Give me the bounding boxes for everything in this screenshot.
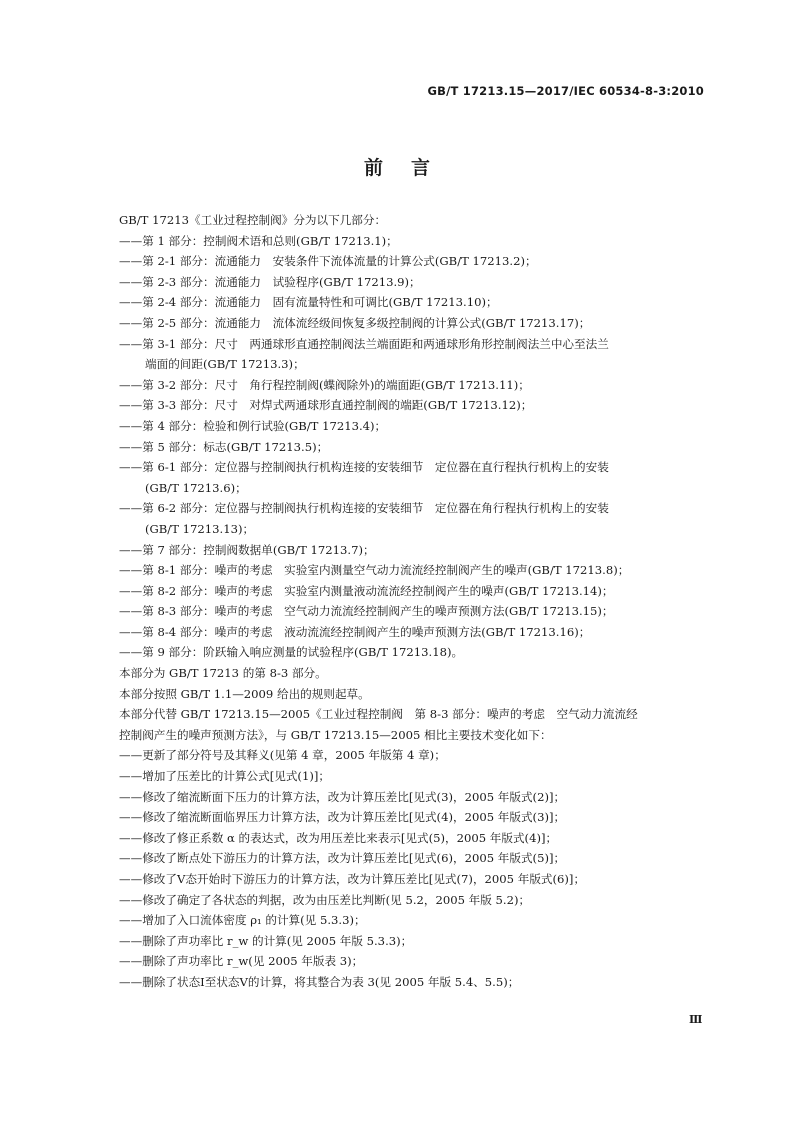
list-item: ——第 1 部分：控制阀术语和总则(GB/T 17213.1)； [119,233,398,248]
list-item: ——第 5 部分：标志(GB/T 17213.5)； [119,439,329,454]
list-item-continuation: (GB/T 17213.6)； [145,480,247,495]
list-item: ——第 8-4 部分：噪声的考虑 液动流流经控制阀产生的噪声预测方法(GB/T 17213.16)； [119,624,591,639]
change-item: ——增加了入口流体密度 ρ₁ 的计算(见 5.3.3)； [119,913,366,928]
intro-line: GB/T 17213《工业过程控制阀》分为以下几部分： [119,213,387,227]
change-item: ——删除了声功率比 r_w 的计算(见 2005 年版 5.3.3)； [119,933,413,948]
list-item: ——第 9 部分：阶跃输入响应测量的试验程序(GB/T 17213.18)。 [119,645,464,660]
list-item: ——第 6-1 部分：定位器与控制阀执行机构连接的安装细节 定位器在直行程执行机构上的安装 [119,460,609,475]
list-item: ——第 2-5 部分：流通能力 流体流经级间恢复多级控制阀的计算公式(GB/T 17213.17)； [119,315,591,330]
change-item: ——删除了状态Ⅰ至状态Ⅴ的计算，将其整合为表 3(见 2005 年版 5.4、5.5)； [119,974,520,989]
change-item: ——修改了断点处下游压力的计算方法，改为计算压差比[见式(6)，2005 年版式(5)]； [119,851,566,866]
list-item: ——第 8-2 部分：噪声的考虑 实验室内测量液动流流经控制阀产生的噪声(GB/T 17213.14)； [119,583,614,598]
list-item: ——第 3-3 部分：尺寸 对焊式两通球形直通控制阀的端距(GB/T 17213.12)； [119,398,533,413]
change-item: ——删除了声功率比 r_w(见 2005 年版表 3)； [119,954,364,969]
list-item: ——第 2-1 部分：流通能力 安装条件下流体流量的计算公式(GB/T 17213.2)； [119,254,537,269]
change-item: ——修改了修正系数 α 的表达式，改为用压差比来表示[见式(5)，2005 年版式(4)]； [119,830,558,845]
paragraph-part: 本部分为 GB/T 17213 的第 8-3 部分。 [119,666,327,681]
document-body [119,210,705,993]
change-item: ——修改了确定了各状态的判据，改为由压差比判断(见 5.2，2005 年版 5.2)； [119,892,531,907]
paragraph-replace: 本部分代替 GB/T 17213.15—2005《工业过程控制阀 第 8-3 部分：噪声的考虑 空气动力流流经 [119,707,638,722]
change-item: ——修改了缩流断面临界压力计算方法，改为计算压差比[见式(4)，2005 年版式(3)]； [119,810,566,825]
page-title: 前言 [363,157,458,179]
list-item: ——第 7 部分：控制阀数据单(GB/T 17213.7)； [119,542,375,557]
list-item: ——第 8-1 部分：噪声的考虑 实验室内测量空气动力流流经控制阀产生的噪声(GB/T 17213.8)； [119,563,630,578]
change-item: ——更新了部分符号及其释义(见第 4 章，2005 年版第 4 章)； [119,748,446,763]
list-item: ——第 3-2 部分：尺寸 角行程控制阀(蝶阀除外)的端面距(GB/T 17213.11)； [119,377,530,392]
list-item: ——第 4 部分：检验和例行试验(GB/T 17213.4)； [119,418,387,433]
paragraph-replace-continuation: 控制阀产生的噪声预测方法》，与 GB/T 17213.15—2005 相比主要技术变化如下： [119,727,552,742]
list-item-continuation: 端面的间距(GB/T 17213.3)； [145,357,305,372]
change-item: ——增加了压差比的计算公式[见式(1)]； [119,769,330,784]
list-item: ——第 6-2 部分：定位器与控制阀执行机构连接的安装细节 定位器在角行程执行机构上的安装 [119,501,609,516]
change-item: ——修改了缩流断面下压力的计算方法，改为计算压差比[见式(3)，2005 年版式(2)]； [119,789,566,804]
page-number: Ⅲ [689,1013,704,1026]
list-item: ——第 3-1 部分：尺寸 两通球形直通控制阀法兰端面距和两通球形角形控制阀法兰中心至法兰 [119,336,609,351]
list-item-continuation: (GB/T 17213.13)； [145,521,255,536]
paragraph-rules: 本部分按照 GB/T 1.1—2009 给出的规则起草。 [119,686,370,701]
change-item: ——修改了Ⅴ态开始时下游压力的计算方法，改为计算压差比[见式(7)，2005 年版式(6)]； [119,872,586,886]
standard-code-header: GB/T 17213.15—2017/IEC 60534-8-3:2010 [427,84,704,98]
list-item: ——第 2-3 部分：流通能力 试验程序(GB/T 17213.9)； [119,274,421,289]
list-item: ——第 2-4 部分：流通能力 固有流量特性和可调比(GB/T 17213.10)； [119,295,498,310]
list-item: ——第 8-3 部分：噪声的考虑 空气动力流流经控制阀产生的噪声预测方法(GB/T 17213.15)； [119,604,614,619]
